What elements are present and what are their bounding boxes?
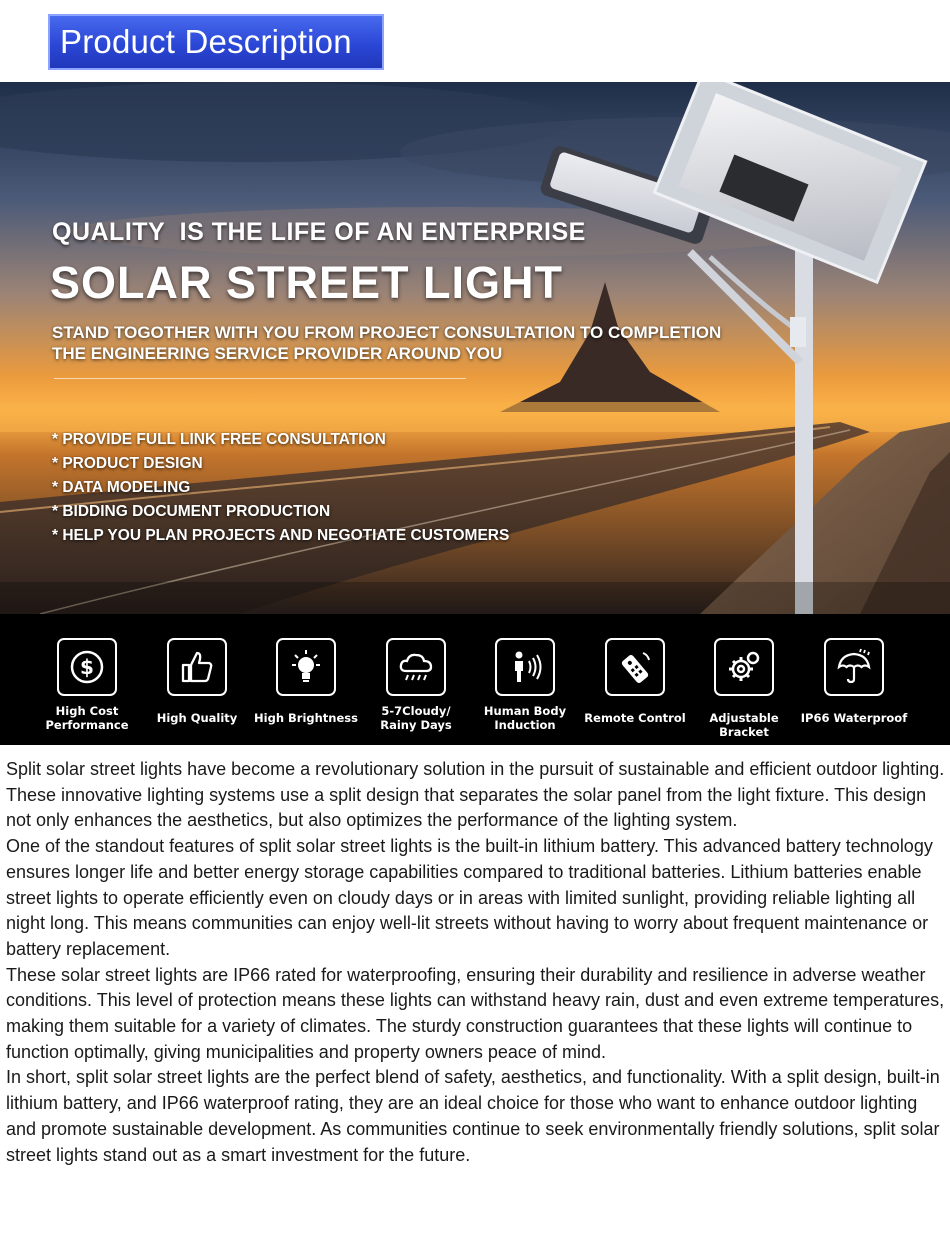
hero-bullet-list: [52, 428, 509, 548]
feature-ip66-waterproof: [799, 638, 909, 725]
description-paragraph: These solar street lights are IP66 rated for waterproofing, ensuring their durability and resilience in adverse weather conditions. This level of protection means these lights can withstand heavy rain, dust and even extreme temperatures, making them suitable for a variety of climates. The sturdy construction guarantees that these lights will continue to function optimally, giving municipalities and property owners peace of mind.: [6, 964, 945, 1062]
feature-strip: [0, 614, 950, 745]
feature-label: Human Body Induction: [483, 704, 567, 732]
feature-adjustable-bracket: [689, 638, 799, 739]
section-title: Product Description: [60, 23, 352, 60]
description-paragraph: In short, split solar street lights are the perfect blend of safety, aesthetics, and functionality. With a split design, built-in lithium battery, and IP66 waterproof rating, they are an ideal choice for those who want to enhance outdoor lighting and promote sustainable development. As communities continue to seek environmentally friendly solutions, split solar street lights stand out as a smart investment for the future.: [6, 1067, 940, 1165]
feature-human-body-induction: [470, 638, 580, 732]
human-sensor-icon: [495, 638, 555, 696]
svg-text:$: $: [80, 655, 94, 679]
feature-remote-control: [580, 638, 690, 725]
hero-bullet: * DATA MODELING: [52, 479, 191, 496]
hero-divider: [54, 378, 466, 379]
dollar-icon: [57, 638, 117, 696]
feature-label: High Cost Performance: [45, 704, 129, 732]
umbrella-icon: [824, 638, 884, 696]
hero-subtitle: [52, 322, 721, 364]
bulb-icon: [276, 638, 336, 696]
remote-icon: [605, 638, 665, 696]
product-description-text: [6, 757, 948, 1168]
hero-bullet: * PROVIDE FULL LINK FREE CONSULTATION: [52, 431, 386, 448]
hero-subtitle-line: THE ENGINEERING SERVICE PROVIDER AROUND YOU: [52, 344, 503, 363]
hero-headline: SOLAR STREET LIGHT: [50, 257, 563, 308]
description-paragraph: One of the standout features of split solar street lights is the built-in lithium battery. This advanced battery technology ensures longer life and better energy storage capabilities compared to traditional batteries. Lithium batteries enable street lights to operate efficiently even on cloudy days or in areas with limited sunlight, providing reliable lighting all night long. This means communities can enjoy well-lit streets without having to worry about frequent maintenance or battery replacement.: [6, 836, 933, 959]
feature-label: High Brightness: [254, 711, 358, 725]
hero-tagline: QUALITY IS THE LIFE OF AN ENTERPRISE: [52, 218, 586, 246]
thumbs-up-icon: [167, 638, 227, 696]
section-title-badge: [48, 14, 384, 70]
hero-bullet: * HELP YOU PLAN PROJECTS AND NEGOTIATE CUSTOMERS: [52, 527, 510, 544]
hero-banner: [0, 82, 950, 614]
feature-label: 5-7Cloudy/ Rainy Days: [380, 704, 452, 732]
gear-icon: [714, 638, 774, 696]
feature-cloudy-rainy-days: [361, 638, 471, 732]
hero-bullet: * PRODUCT DESIGN: [52, 455, 203, 472]
feature-label: Remote Control: [584, 711, 686, 725]
feature-high-brightness: [251, 638, 361, 725]
feature-label: High Quality: [156, 711, 238, 725]
feature-label: Adjustable Bracket: [709, 711, 779, 739]
feature-high-cost-performance: [32, 638, 142, 732]
feature-high-quality: [142, 638, 252, 725]
cloud-rain-icon: [386, 638, 446, 696]
hero-subtitle-line: STAND TOGOTHER WITH YOU FROM PROJECT CONSULTATION TO COMPLETION: [52, 323, 722, 342]
hero-bullet: * BIDDING DOCUMENT PRODUCTION: [52, 503, 331, 520]
feature-label: IP66 Waterproof: [800, 711, 908, 725]
description-paragraph: Split solar street lights have become a revolutionary solution in the pursuit of sustainable and efficient outdoor lighting. These innovative lighting systems use a split design that separates the solar panel from the light fixture. This design not only enhances the aesthetics, but also optimizes the performance of the lighting system.: [6, 759, 945, 831]
